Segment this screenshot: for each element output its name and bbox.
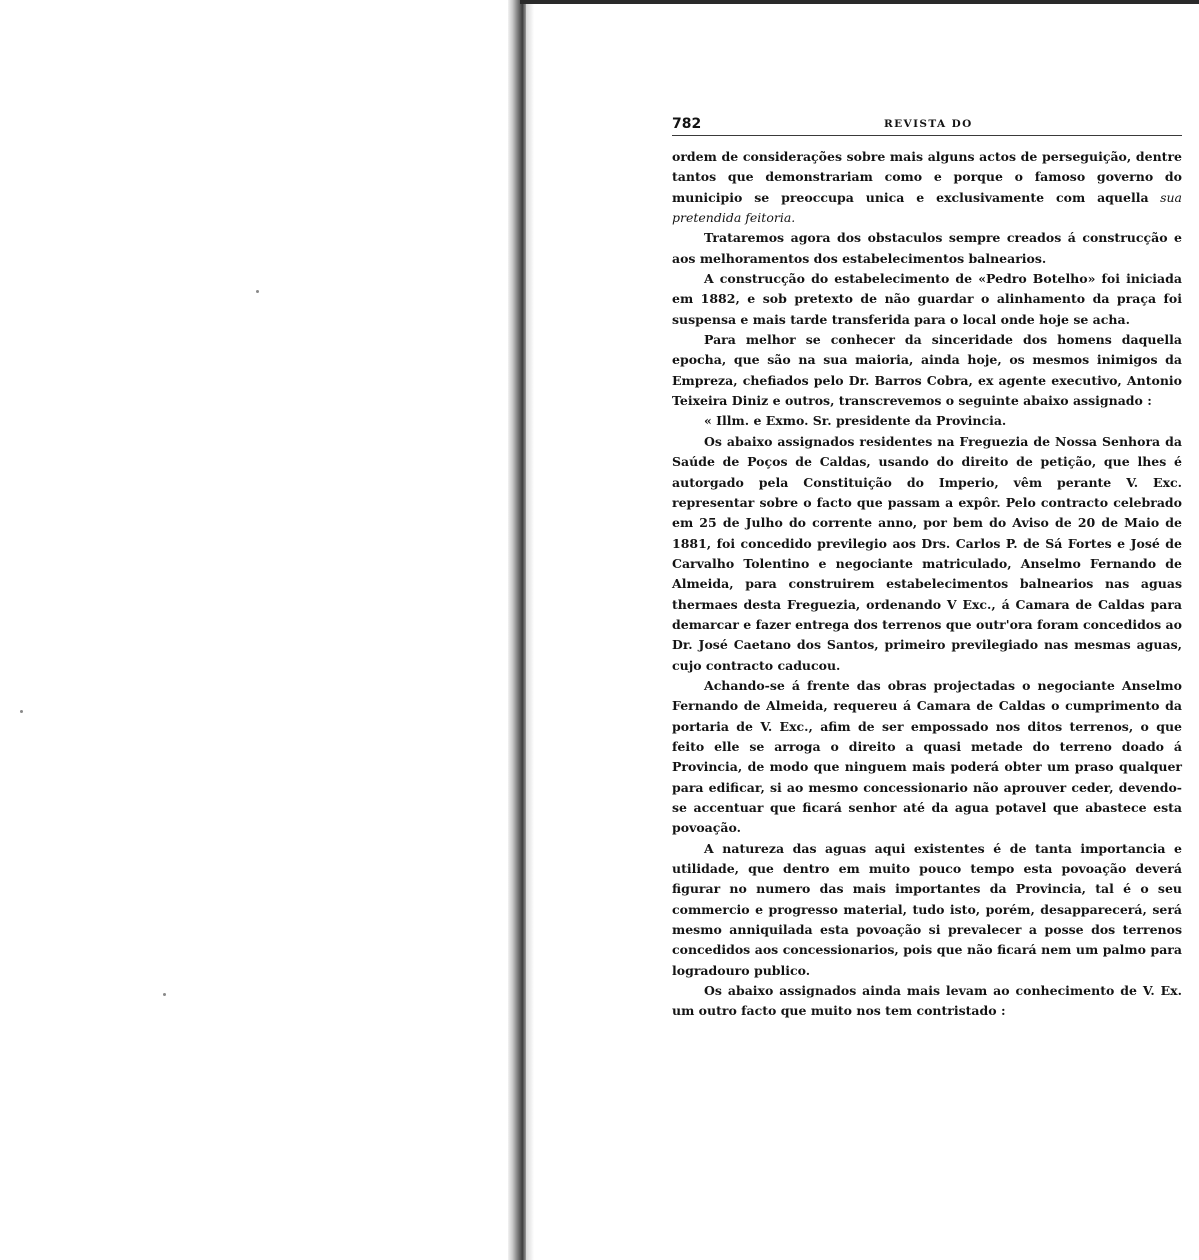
book-spine — [508, 0, 526, 1260]
petition-salutation — [672, 411, 1182, 431]
paragraph-text: Os abaixo assignados ainda mais levam ao conhecimento de V. Ex. um outro facto que muito nos tem contristado : — [672, 983, 1182, 1019]
paragraph-continuation — [672, 147, 1182, 228]
paragraph — [672, 228, 1182, 269]
paragraph-text: A construcção do estabelecimento de «Pedro Botelho» foi iniciada em 1882, e sob pretexto de não guardar o alinhamento da praça foi suspensa e mais tarde transferida para o local onde hoje se acha. — [672, 271, 1182, 327]
paragraph — [672, 676, 1182, 839]
page-number: 782 — [672, 116, 702, 132]
header-rule — [672, 135, 1182, 136]
scan-speck — [163, 993, 166, 996]
running-head: REVISTA DO — [884, 118, 973, 130]
scan-speck — [20, 710, 23, 713]
spine-shadow — [526, 0, 534, 1260]
right-page — [672, 112, 1182, 1022]
paragraph-text: « Illm. e Exmo. Sr. presidente da Provincia. — [704, 413, 1007, 429]
italic-phrase: sua pretendida feitoria. — [672, 189, 1182, 226]
paragraph-text: Trataremos agora dos obstaculos sempre creados á construcção e aos melhoramentos dos estabelecimentos balnearios. — [672, 230, 1182, 266]
page-top-edge — [520, 0, 1199, 4]
article-body — [672, 147, 1182, 1022]
scan-speck — [256, 290, 259, 293]
paragraph-text: Para melhor se conhecer da sinceridade dos homens daquella epocha, que são na sua maioria, ainda hoje, os mesmos inimigos da Empreza, chefiados pelo Dr. Barros Cobra, ex agente executivo, Antonio Teixeira Diniz e outros, transcrevemos o seguinte abaixo assignado : — [672, 332, 1182, 409]
paragraph-text: ordem de considerações sobre mais alguns actos de perseguição, dentre tantos que demonstrariam como e porque o famoso governo do municipio se preoccupa unica e exclusivamente com aquella — [672, 149, 1182, 205]
paragraph-text: Os abaixo assignados residentes na Freguezia de Nossa Senhora da Saúde de Poços de Caldas, usando do direito de petição, que lhes é autorgado pela Constituição do Imperio, vêm perante V. Exc. representar sobre o facto que passam a expôr. Pelo contracto celebrado em 25 de Julho do corrente anno, por bem do Aviso de 20 de Maio de 1881, foi concedido previlegio aos Drs. Carlos P. de Sá Fortes e José de Carvalho Tolentino e negociante matriculado, Anselmo Fernando de Almeida, para construirem estabelecimentos balnearios nas aguas thermaes desta Freguezia, ordenando V Exc., á Camara de Caldas para demarcar e fazer entrega dos terrenos que outr'ora foram concedidos ao Dr. José Caetano dos Santos, primeiro previlegiado nas mesmas aguas, cujo contracto caducou. — [672, 433, 1182, 673]
paragraph — [672, 839, 1182, 981]
paragraph-text: A natureza das aguas aqui existentes é de tanta importancia e utilidade, que dentro em muito pouco tempo esta povoação deverá figurar no numero das mais importantes da Provincia, tal é o seu commercio e progresso material, tudo isto, porém, desapparecerá, será mesmo anniquilada esta povoação si prevalecer a posse dos terrenos concedidos aos concessionarios, pois que não ficará nem um palmo para logradouro publico. — [672, 840, 1182, 978]
paragraph-text: Achando-se á frente das obras projectadas o negociante Anselmo Fernando de Almeida, requereu á Camara de Caldas o cumprimento da portaria de V. Exc., afim de ser empossado nos ditos terrenos, o que feito elle se arroga o direito a quasi metade do terreno doado á Provincia, de modo que ninguem mais poderá obter um praso qualquer para edificar, si ao mesmo concessionario não aprouver ceder, devendo-se accentuar que ficará senhor até da agua potavel que abastece esta povoação. — [672, 677, 1182, 836]
page-header — [672, 112, 1182, 132]
paragraph — [672, 269, 1182, 330]
paragraph — [672, 432, 1182, 676]
paragraph — [672, 981, 1182, 1022]
paragraph — [672, 330, 1182, 411]
